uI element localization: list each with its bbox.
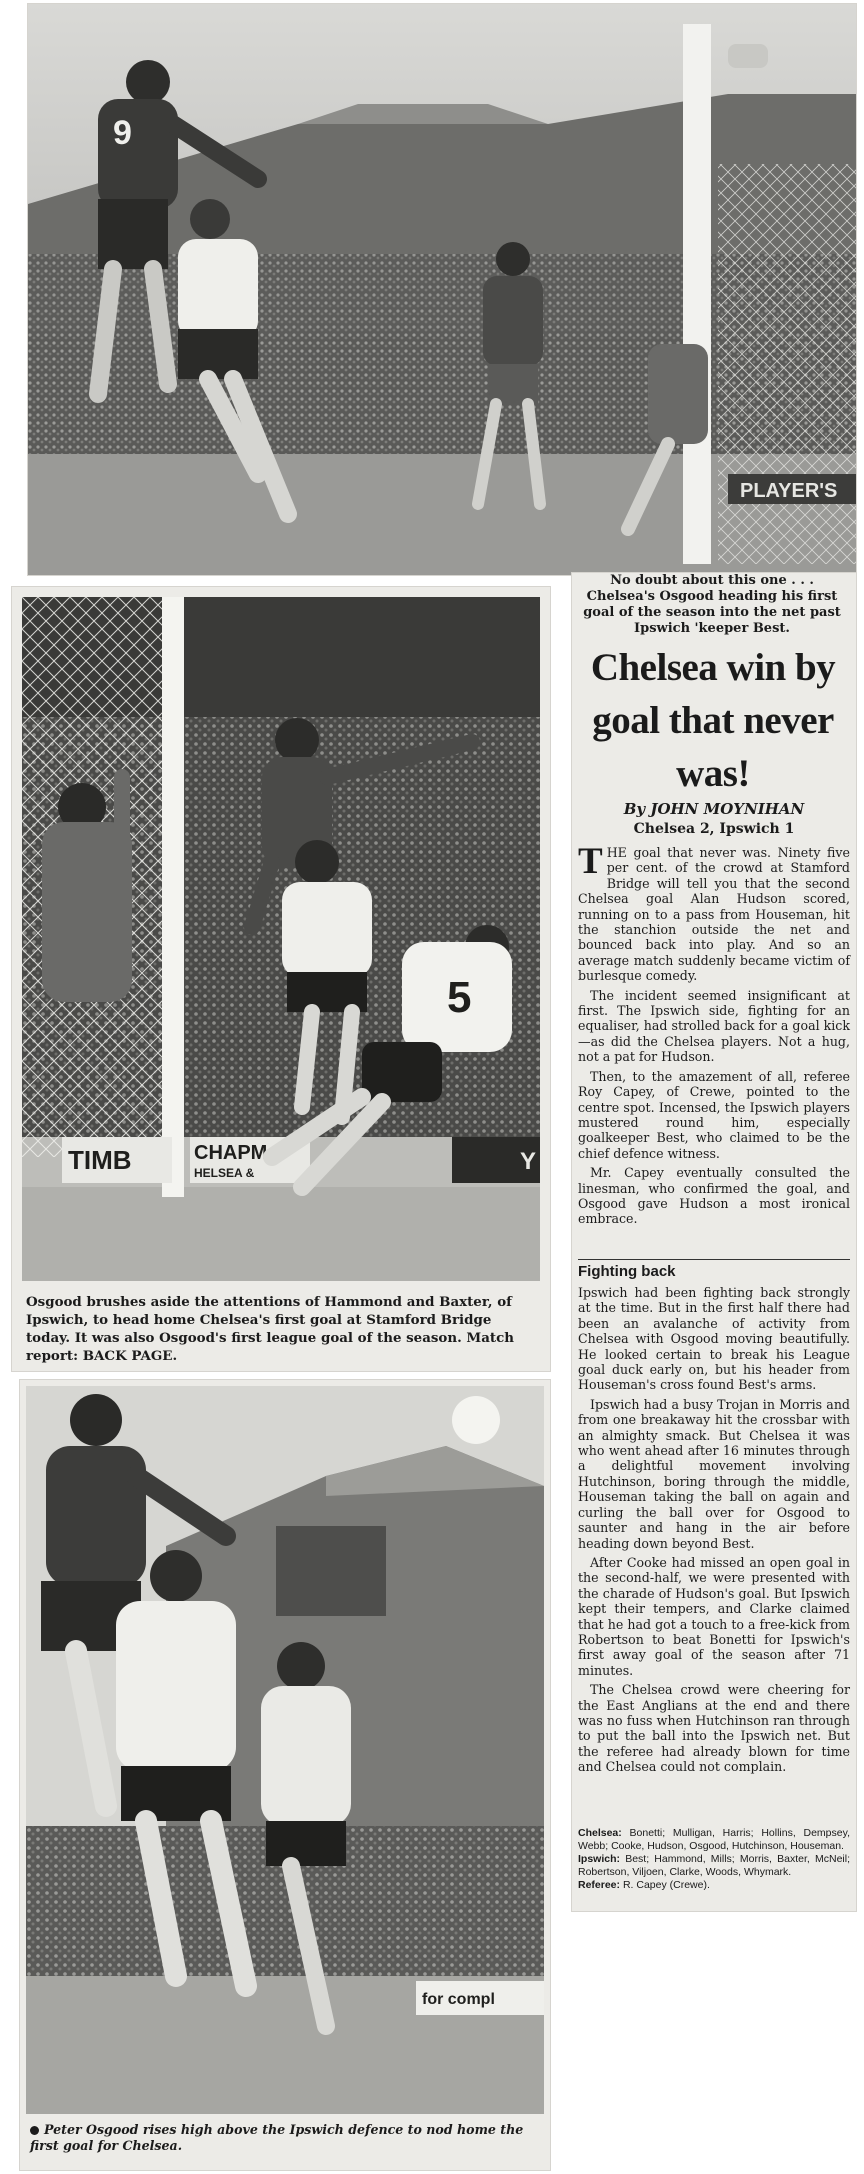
bottom-match-photo <box>26 1386 544 2114</box>
referee-name: R. Capey (Crewe). <box>622 1879 710 1891</box>
score-line: Chelsea 2, Ipswich 1 <box>633 821 795 837</box>
paragraph: The incident seemed insignificant at first. The Ipswich side, fighting for an equaliser, had strolled back for a goal kick—as did the Chelsea players. Not a hug, not a pat for Hudson. <box>578 987 850 1065</box>
paragraph: Ipswich had been fighting back strongly at the time. But in the first half there had been an avalanche of activity from Chelsea with Osgood moving beautifully. He looked certain to break his League goal duck early on, but his header from Houseman's cross found Best's arms. <box>578 1285 850 1393</box>
article-clipping <box>572 573 856 1911</box>
subheading-fighting-back: Fighting back <box>578 1259 850 1281</box>
bottom-photo-clipping <box>20 1380 550 2170</box>
team-label: Ipswich: <box>578 1853 621 1865</box>
hoarding-players: PLAYER'S <box>740 480 838 502</box>
shirt-number-9: 9 <box>113 114 132 152</box>
chelsea-lineup <box>578 1827 850 1853</box>
article-body-part-1 <box>578 841 850 1231</box>
paragraph-text: HE goal that never was. Ninety five per cent. of the crowd at Stamford Bridge will tell you that the second Chelsea goal Alan Hudson scored, running on to a pass from Houseman, hit the stanchion outside the net and bounced back into play. And so an average match suddenly became victim of burlesque comedy. <box>578 845 850 984</box>
team-label: Chelsea: <box>578 1827 622 1839</box>
hoarding-chapm: CHAPM <box>194 1142 268 1164</box>
paragraph: Then, to the amazement of all, referee Roy Capey, of Crewe, pointed to the centre spot. Incensed, the Ipswich players mustered round him, especially goalkeeper Best, who claimed to be the chief defence witness. <box>578 1068 850 1161</box>
hoarding-timb: TIMB <box>68 1145 132 1175</box>
football <box>452 1396 500 1444</box>
hoarding-chelsea: HELSEA & <box>194 1166 255 1180</box>
byline: By JOHN MOYNIHAN <box>623 800 805 818</box>
team-lineups <box>578 1827 850 1892</box>
hoarding-compl: for compl <box>422 1991 495 2008</box>
bullet-icon <box>30 2126 39 2135</box>
top-match-photo <box>28 4 856 575</box>
article-body-part-2 <box>578 1285 850 1779</box>
ipswich-lineup <box>578 1853 850 1879</box>
paragraph: The Chelsea crowd were cheering for the East Anglians at the end and there was no fuss when Hutchinson ran through to put the ball into the Ipswich net. But the referee had already blown for time and Chelsea could not complain. <box>578 1682 850 1775</box>
paragraph: Ipswich had a busy Trojan in Morris and from one breakaway hit the crossbar with an almighty smack. But Chelsea it was who went ahead after 16 minutes through a delightful movement involving Hutchinson, boring through the middle, Houseman taking the ball on again and curling the ball over for Osgood to saunter and hang in the air before heading down beyond Best. <box>578 1396 850 1551</box>
paragraph <box>578 841 850 984</box>
referee-label: Referee: <box>578 1879 621 1891</box>
hoarding-y: Y <box>520 1148 537 1175</box>
drop-cap: T <box>578 841 603 882</box>
caption-text: Peter Osgood rises high above the Ipswich defence to nod home the first goal for Chelsea. <box>30 2122 524 2153</box>
middle-photo-caption: Osgood brushes aside the attentions of Hammond and Baxter, of Ipswich, to head home Chelsea's first goal at Stamford Bridge today. It was also Osgood's first league goal of the season. Match report: BACK PAGE. <box>26 1294 514 1364</box>
team-players: Best; Hammond, Mills; Morris, Baxter, McNeil; Robertson, Viljoen, Clarke, Woods, Whymark. <box>578 1853 850 1878</box>
top-photo-caption: No doubt about this one . . . Chelsea's Osgood heading his first goal of the season into the net past Ipswich 'keeper Best. <box>583 573 841 636</box>
bottom-photo-caption <box>30 2122 545 2154</box>
shirt-number-5: 5 <box>447 973 472 1022</box>
paragraph: After Cooke had missed an open goal in the second-half, we were presented with the charade of Hudson's goal. But Ipswich kept their tempers, and Clarke claimed that he had got a touch to a free-kick from Robertson to beat Bonetti for Ipswich's first away goal of the season after 71 minutes. <box>578 1554 850 1678</box>
top-photo-clipping <box>28 4 856 575</box>
middle-photo-clipping <box>12 587 550 1371</box>
paragraph: Mr. Capey eventually consulted the linesman, who confirmed the goal, and Osgood gave Hudson a most ironical embrace. <box>578 1165 850 1227</box>
referee-line <box>578 1879 850 1892</box>
team-players: Bonetti; Mulligan, Harris; Hollins, Dempsey, Webb; Cooke, Hudson, Osgood, Hutchinson, Houseman. <box>578 1827 850 1852</box>
headline: Chelsea win by goal that never was! <box>590 646 836 795</box>
middle-match-photo <box>22 597 540 1281</box>
